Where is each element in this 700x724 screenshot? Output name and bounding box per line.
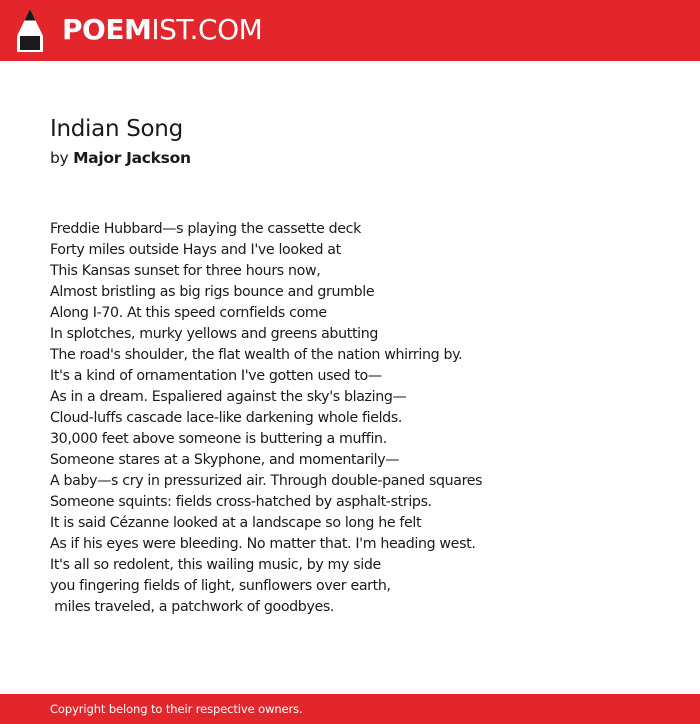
poem-body (50, 219, 670, 618)
site-header (0, 0, 700, 61)
poem-line: It is said Cézanne looked at a landscape so long he felt (50, 515, 422, 531)
poem-line: This Kansas sunset for three hours now, (50, 263, 321, 279)
poem-line: miles traveled, a patchwork of goodbyes. (50, 599, 335, 615)
poem-line: Someone squints: fields cross-hatched by asphalt-strips. (50, 494, 432, 510)
poem-line: The road's shoulder, the flat wealth of the nation whirring by. (50, 347, 463, 363)
by-label: by (50, 149, 69, 167)
poem-line: It's all so redolent, this wailing music, by my side (50, 557, 381, 573)
pencil-icon[interactable] (17, 9, 43, 52)
logo-light-text: IST.COM (151, 13, 263, 46)
logo-bold-text: POEM (62, 13, 152, 46)
site-logo[interactable] (62, 13, 262, 47)
poem-line: In splotches, murky yellows and greens abutting (50, 326, 379, 342)
poem-line: Freddie Hubbard—s playing the cassette deck (50, 221, 361, 237)
poem-line: A baby—s cry in pressurized air. Through double-paned squares (50, 473, 483, 489)
poem-title: Indian Song (50, 116, 183, 142)
poem-line: As if his eyes were bleeding. No matter that. I'm heading west. (50, 536, 476, 552)
copyright-text: Copyright belong to their respective owners. (50, 702, 303, 716)
poem-line: Someone stares at a Skyphone, and momentarily— (50, 452, 400, 468)
poem-line: Cloud-luffs cascade lace-like darkening whole fields. (50, 410, 403, 426)
site-footer (0, 694, 700, 724)
poem-line: It's a kind of ornamentation I've gotten used to— (50, 368, 382, 384)
poem-line: Almost bristling as big rigs bounce and grumble (50, 284, 375, 300)
poem-line: 30,000 feet above someone is buttering a muffin. (50, 431, 387, 447)
poem-line: Forty miles outside Hays and I've looked at (50, 242, 341, 258)
poem-line: As in a dream. Espaliered against the sky's blazing— (50, 389, 407, 405)
poem-line: you fingering fields of light, sunflowers over earth, (50, 578, 391, 594)
poem-line: Along I-70. At this speed cornfields come (50, 305, 327, 321)
byline (50, 149, 191, 167)
author-name: Major Jackson (73, 149, 191, 167)
